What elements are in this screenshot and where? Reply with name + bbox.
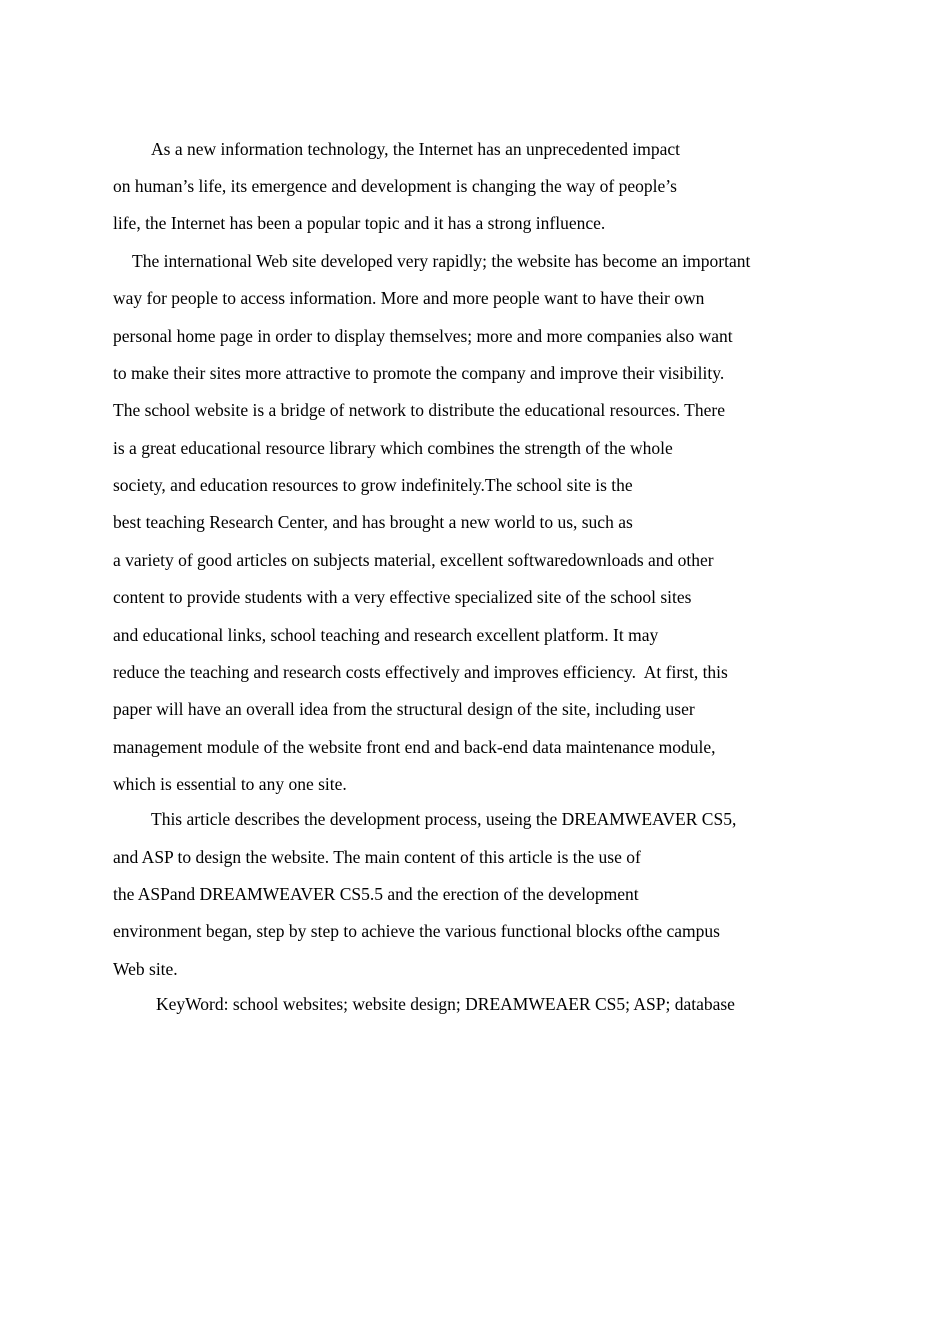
text-line: is a great educational resource library which combines the strength of the whole [113,438,673,458]
text-line: the ASPand DREAMWEAVER CS5.5 and the erection of the development [113,884,639,904]
text-line: and educational links, school teaching and research excellent platform. It may [113,625,659,645]
text-line: society, and education resources to grow indefinitely.The school site is the [113,475,633,495]
text-line: personal home page in order to display themselves; more and more companies also want [113,326,733,346]
text-line: which is essential to any one site. [113,774,347,794]
text-line: best teaching Research Center, and has brought a new world to us, such as [113,512,633,532]
text-line: The school website is a bridge of network to distribute the educational resources. There [113,400,725,420]
text-line: to make their sites more attractive to promote the company and improve their visibility. [113,363,725,383]
text-line: content to provide students with a very effective specialized site of the school sites [113,587,692,607]
text-line: on human’s life, its emergence and development is changing the way of people’s [113,176,677,196]
text-line: Web site. [113,959,178,979]
text-line: The international Web site developed very rapidly; the website has become an important [132,251,751,271]
text-line: life, the Internet has been a popular topic and it has a strong influence. [113,213,606,233]
text-line: paper will have an overall idea from the structural design of the site, including user [113,699,695,719]
text-line: environment began, step by step to achieve the various functional blocks ofthe campus [113,921,720,941]
keywords-line: KeyWord: school websites; website design; DREAMWEAER CS5; ASP; database [156,994,735,1014]
text-line: a variety of good articles on subjects material, excellent softwaredownloads and other [113,550,714,570]
text-line: As a new information technology, the Internet has an unprecedented impact [151,139,681,159]
text-line: This article describes the development process, useing the DREAMWEAVER CS5, [151,809,737,829]
text-line: reduce the teaching and research costs effectively and improves efficiency. At first, this [113,662,728,682]
text-line: way for people to access information. More and more people want to have their own [113,288,705,308]
text-line: and ASP to design the website. The main content of this article is the use of [113,847,641,867]
text-line: management module of the website front end and back-end data maintenance module, [113,737,716,757]
